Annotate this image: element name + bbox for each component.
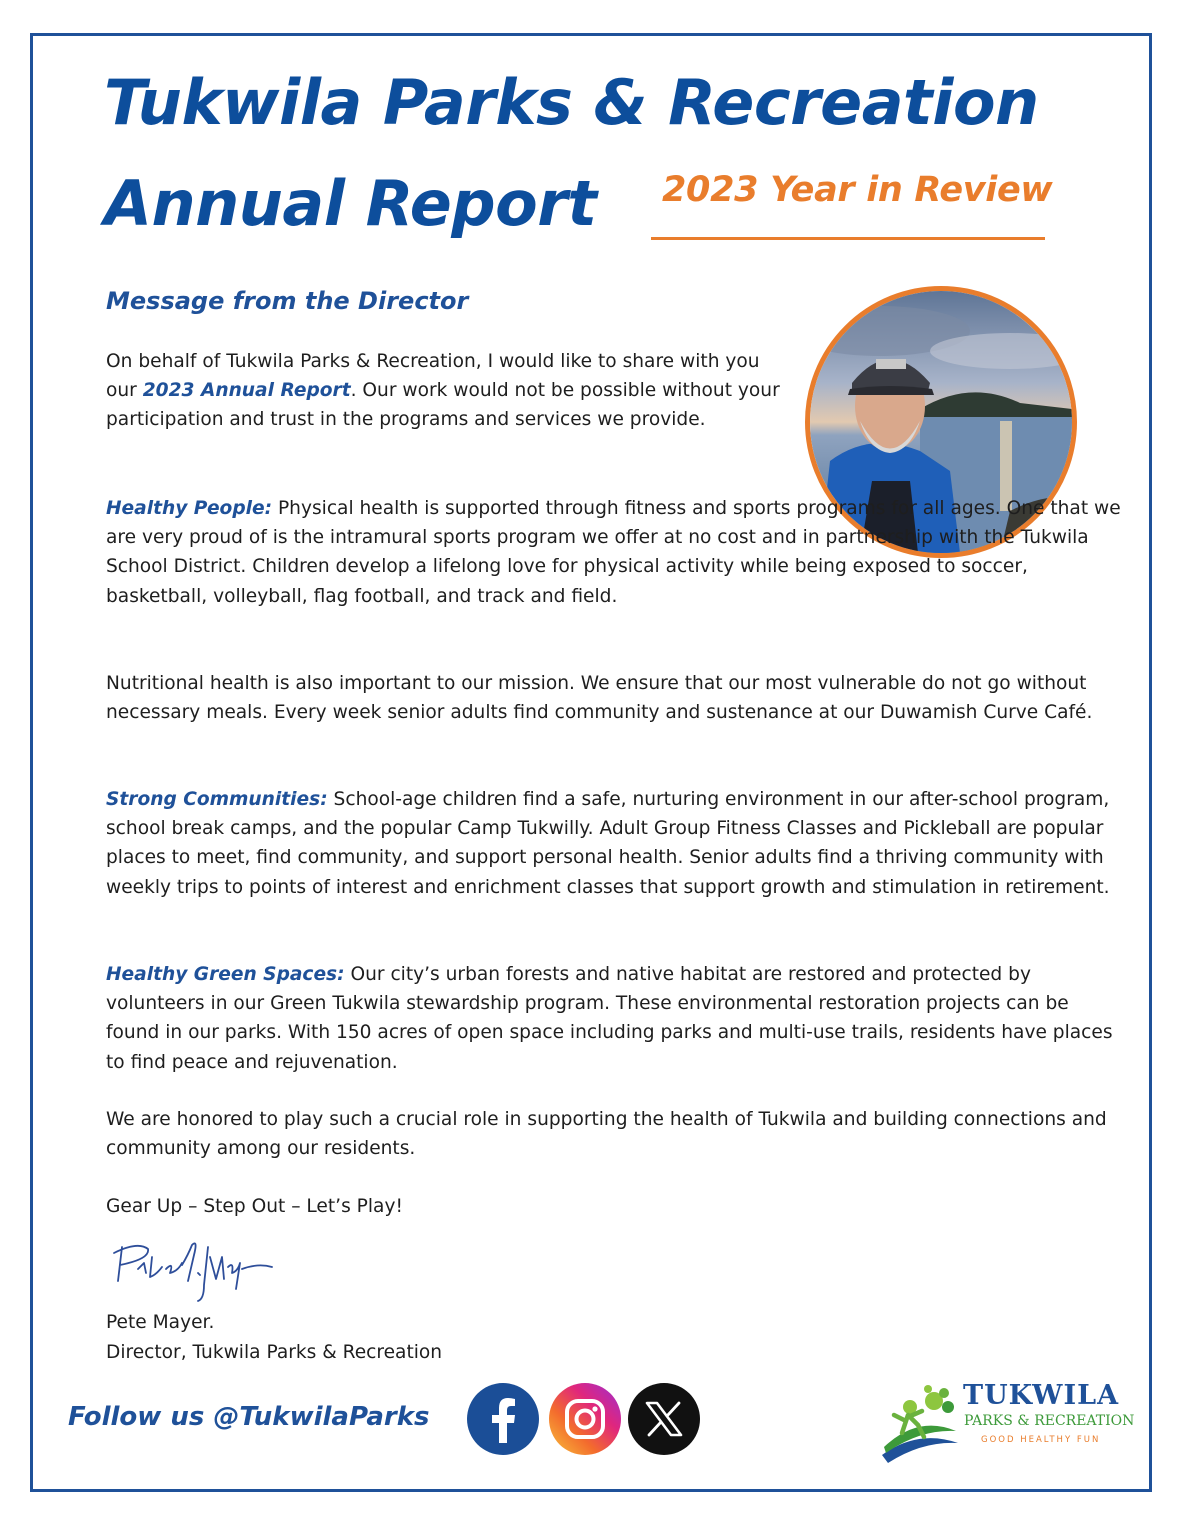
instagram-icon[interactable] <box>549 1383 621 1455</box>
report-title-line1: Tukwila Parks & Recreation <box>104 66 1039 139</box>
closing-paragraph: We are honored to play such a crucial role in supporting the health of Tukwila and building connections and community among our residents. <box>106 1109 1107 1160</box>
healthy-people-text: Physical health is supported through fitness and sports programs for all ages. One that we are very proud of is the intramural sports program we offer at no cost and in partnership with the Tukwila School District. Children develop a lifelong love for physical activity while being exposed to soccer, basketball, volleyball, flag football, and track and field. <box>106 498 1121 607</box>
logo-name: TUKWILA <box>963 1380 1120 1411</box>
logo-subtitle: PARKS & RECREATION <box>964 1413 1135 1429</box>
healthy-people-label: Healthy People: <box>106 498 273 519</box>
motto: Gear Up – Step Out – Let’s Play! <box>106 1196 403 1217</box>
tukwila-logo-mark <box>878 1385 962 1469</box>
report-subtitle: 2023 Year in Review <box>662 170 1053 210</box>
director-signature <box>108 1233 278 1309</box>
subtitle-underline <box>651 237 1045 240</box>
follow-label: Follow us @TukwilaParks <box>68 1402 430 1432</box>
section-heading: Message from the Director <box>106 287 469 315</box>
green-spaces-paragraph <box>106 960 1126 1077</box>
annual-report-emphasis: 2023 Annual Report <box>142 380 351 402</box>
green-spaces-label: Healthy Green Spaces: <box>106 964 345 985</box>
signer-name: Pete Mayer. <box>106 1312 215 1333</box>
intro-paragraph: On behalf of Tukwila Parks & Recreation, I would like to share with you our 2023 Annual Report. Our work would not be possible without your participation and trust in the programs and services we provide. <box>106 351 780 431</box>
green-spaces-text: Our city’s urban forests and native habitat are restored and protected by volunteers in our Green Tukwila stewardship program. These environmental restoration projects can be found in our parks. With 150 acres of open space including parks and multi-use trails, residents have places to find peace and rejuvenation. <box>106 964 1113 1073</box>
strong-communities-label: Strong Communities: <box>106 789 328 810</box>
signer-title: Director, Tukwila Parks & Recreation <box>106 1342 443 1363</box>
nutrition-paragraph: Nutritional health is also important to our mission. We ensure that our most vulnerable do not go without necessary meals. Every week senior adults find community and sustenance at our Duwamish Curve Café. <box>106 673 1093 724</box>
logo-tagline: GOOD HEALTHY FUN <box>981 1435 1101 1445</box>
strong-communities-paragraph <box>106 785 1126 902</box>
facebook-icon[interactable] <box>467 1383 539 1455</box>
healthy-people-paragraph <box>106 494 1126 611</box>
x-icon[interactable] <box>628 1383 700 1455</box>
strong-communities-text: School-age children find a safe, nurturing environment in our after-school program, school break camps, and the popular Camp Tukwilly. Adult Group Fitness Classes and Pickleball are popular places to meet, find community, and support personal health. Senior adults find a thriving community with weekly trips to points of interest and enrichment classes that support growth and stimulation in retirement. <box>106 789 1110 898</box>
report-title-line2: Annual Report <box>104 167 597 240</box>
